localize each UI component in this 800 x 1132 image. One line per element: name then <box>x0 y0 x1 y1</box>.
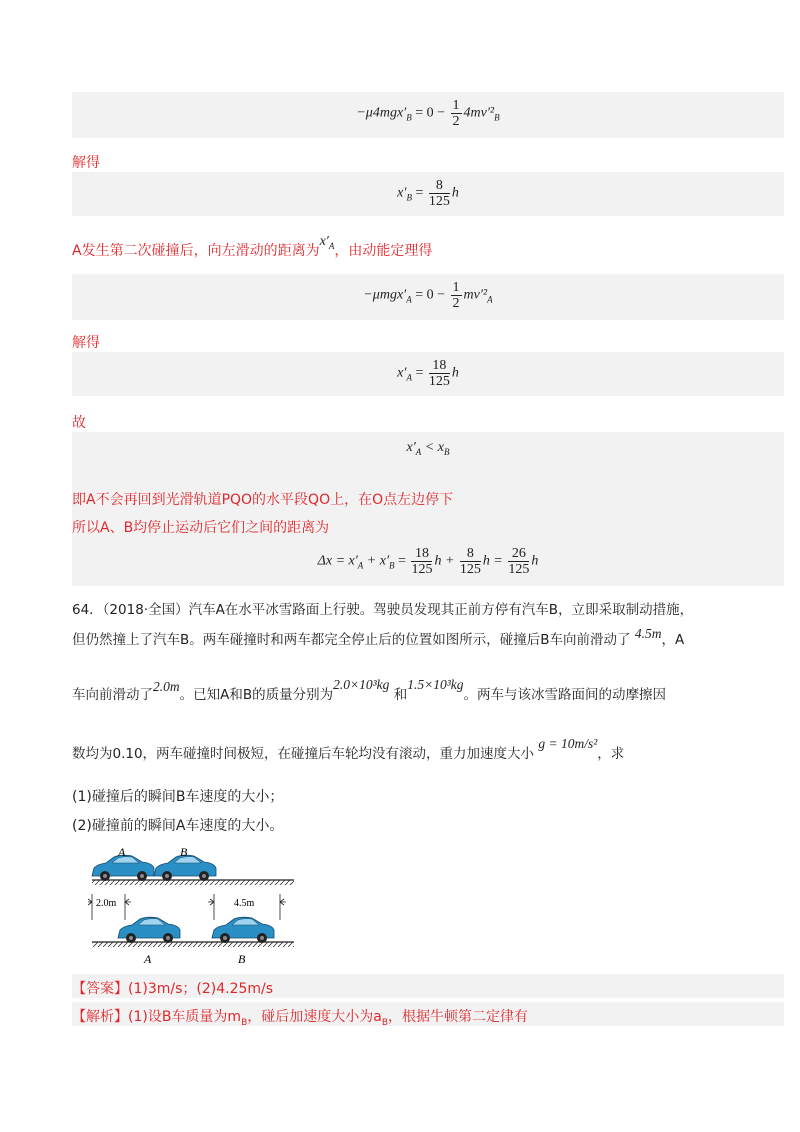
analysis-tag: 【解析】 <box>72 1009 128 1025</box>
label-a-top: A <box>118 845 126 859</box>
dim-label-b: 4.5m <box>234 898 255 909</box>
car-a-top <box>92 855 154 881</box>
equation-2: $x'_B$ = $\frac{8}{125}$ h <box>397 178 459 209</box>
label-b-bottom: B <box>238 952 246 966</box>
label-gu: 故 <box>72 415 86 431</box>
line-distance: 所以A、B均停止运动后它们之间的距离为 <box>72 520 330 536</box>
q64-line-4: 数均为0.10，两车碰撞时间极短，在碰撞后车轮均没有滚动，重力加速度大小 g = 10m/s²，求 <box>72 736 625 762</box>
car-b-bottom <box>212 917 274 943</box>
q64-line-3: 车向前滑动了2.0m。已知A和B的质量分别为2.0×10³kg 和1.5×10³kg。两车与该冰雪路面间的动摩擦因 <box>72 677 666 703</box>
equation-6: $\Delta x = x'_A + x'_B$ = $\frac{18}{125}$ h + $\frac{8}{125}$ h = $\frac{26}{125}$ h <box>317 546 539 577</box>
label-jiede-1: 解得 <box>72 155 100 171</box>
car-b-top <box>154 855 216 881</box>
q64-sub-2: (2)碰撞前的瞬间A车速度的大小。 <box>72 818 284 834</box>
answer-tag: 【答案】 <box>72 981 128 997</box>
label-b-top: B <box>180 845 188 859</box>
answer-line: 【答案】(1)3m/s；(2)4.25m/s <box>72 981 274 997</box>
equation-5: $x'_A < x_B$ <box>406 440 450 457</box>
q64-line-1: 64．（2018·全国）汽车A在水平冰雪路面上行驶。驾驶员发现其正前方停有汽车B，立即采取制动措施， <box>72 602 694 618</box>
car-collision-figure <box>88 842 298 967</box>
q64-line-2: 但仍然撞上了汽车B。两车碰撞时和两车都完全停止后的位置如图所示，碰撞后B车向前滑动了 4.5m，A <box>72 626 685 648</box>
dim-label-a: 2.0m <box>96 898 117 909</box>
line-second-collision: A发生第二次碰撞后，向左滑动的距离为$x'_A$，由动能定理得 <box>72 234 433 259</box>
equation-1: $-\mu 4mgx'_B = 0$ − $\frac{1}{2}$ $4mv'^2_B$ <box>356 98 500 129</box>
label-jiede-2: 解得 <box>72 335 100 351</box>
analysis-line: 【解析】(1)设B车质量为$m_B$，碰后加速度大小为$a_B$，根据牛顿第二定律有 <box>72 1009 529 1028</box>
line-not-return: 即A不会再回到光滑轨道PQO的水平段QO上，在O点左边停下 <box>72 492 454 508</box>
label-a-bottom: A <box>144 952 152 966</box>
car-a-bottom <box>118 917 180 943</box>
equation-3: $-\mu mgx'_A = 0$ − $\frac{1}{2}$ $mv'^2_A$ <box>363 280 493 311</box>
equation-4: $x'_A$ = $\frac{18}{125}$ h <box>397 358 459 389</box>
q64-sub-1: (1)碰撞后的瞬间B车速度的大小； <box>72 789 284 805</box>
